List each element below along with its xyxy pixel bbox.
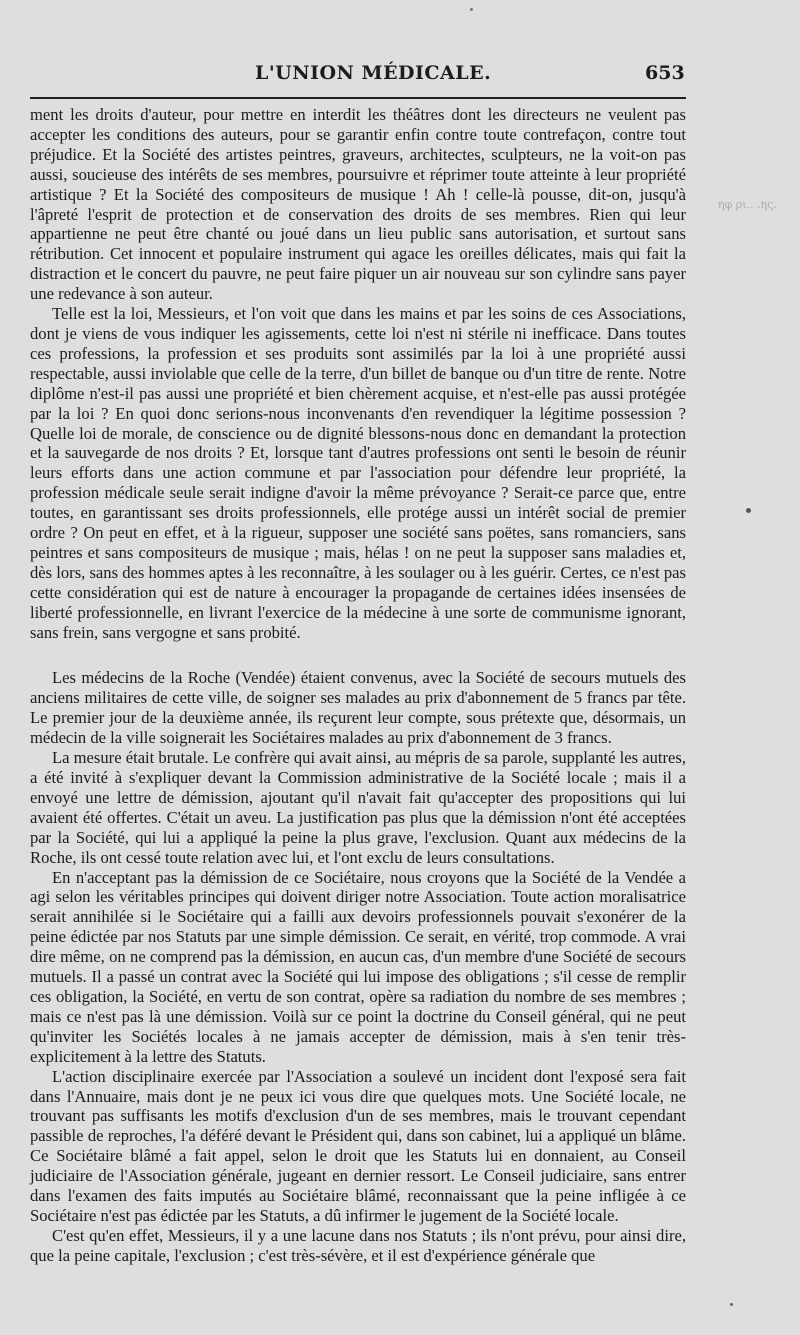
speck bbox=[470, 8, 473, 11]
paragraph: L'action disciplinaire exercée par l'Association a soulevé un incident dont l'exposé sera fait dans l'Annuaire, mais dont je ne peux ici vous dire que quelques mots. Une Société locale, ne trouvant pas suffisants les motifs d'exclusion d'un de ses membres, mais le trouvant cependant passible de reproches, l'a déféré devant le Président qui, dans son cabinet, lui a appliqué un blâme. Ce Sociétaire blâmé a fait appel, selon le droit que les Statuts lui en donnaient, au Conseil judiciaire de l'Association générale, jugeant en dernier ressort. Le Conseil judiciaire, sans entrer dans l'examen des faits imputés au Sociétaire blâmé, reconnaissant que la peine infligée à ce Sociétaire n'est pas édictée par les Statuts, a dû infirmer le jugement de la Société locale. bbox=[30, 1066, 686, 1225]
paragraph: La mesure était brutale. Le confrère qui avait ainsi, au mépris de sa parole, supplanté les autres, a été invité à s'expliquer devant la Commission administrative de la Société locale ; mais il a envoyé une lettre de démission, ajoutant qu'il n'avait fait qu'accepter des propositions qui lui avaient été offertes. C'était un aveu. La justification pas plus que la démission n'ont été acceptées par la Société, qui lui a appliqué la peine la plus grave, l'exclusion. Quant aux médecins de la Roche, ils ont cessé toute relation avec lui, et l'ont exclu de leurs consultations. bbox=[30, 748, 686, 867]
header-rule bbox=[30, 97, 686, 99]
running-title: L'UNION MÉDICALE. bbox=[255, 62, 492, 84]
margin-note: ηφ ρι.. .ης. bbox=[718, 198, 777, 211]
paragraph: En n'acceptant pas la démission de ce Sociétaire, nous croyons que la Société de la Vendée a agi selon les véritables principes qui doivent diriger notre Association. Toute action moralisatrice serait annihilée si le Sociétaire qui a failli aux devoirs professionnels pouvait s'exonérer de la peine édictée par nos Statuts par une simple démission. Ce serait, en vérité, trop commode. A vrai dire même, on ne comprend pas la démission, en aucun cas, d'un membre d'une Société de secours mutuels. Il a passé un contrat avec la Société qui lui impose des obligations ; s'il cesse de remplir ces obligation, la Société, en vertu de son contrat, opère sa radiation du nombre de ses membres ; mais ce n'est pas là une démission. Voilà sur ce point la doctrine du Conseil général, qui ne peut qu'inviter les Sociétés locales à ne jamais accepter de démission, mais à s'en tenir très-explicitement à la lettre des Statuts. bbox=[30, 867, 686, 1066]
section-break bbox=[30, 642, 686, 668]
paragraph: Telle est la loi, Messieurs, et l'on voit que dans les mains et par les soins de ces Associations, dont je viens de vous indiquer les agissements, cette loi n'est ni stérile ni inefficace. Dans toutes ces professions, la profession et ses produits sont assimilés par la loi à une propriété aussi respectable, aussi inviolable que celle de la terre, d'un billet de banque ou d'un titre de rente. Notre diplôme n'est-il pas aussi une propriété et bien chèrement acquise, et n'est-elle pas aussi protégée par la loi ? En quoi donc serions-nous inconvenants d'en revendiquer la légitime possession ? Quelle loi de morale, de conscience ou de dignité blessons-nous donc en demandant la protection et la sauvegarde de nos droits ? Et, lorsque tant d'autres professions ont senti le besoin de réunir leurs efforts dans une action commune et par l'association pour défendre leur propriété, la profession médicale seule serait indigne d'avoir la même prévoyance ? Serait-ce parce que, entre toutes, en garantissant ses droits professionnels, elle protége aussi un intérêt social de premier ordre ? On peut en effet, et à la rigueur, supposer une société sans poëtes, sans romanciers, sans peintres et sans compositeurs de musique ; mais, hélas ! on ne peut la supposer sans maladies et, dès lors, sans des hommes aptes à les reconnaître, à les soulager ou à les guérir. Certes, ce n'est pas cette considération qui est de nature à encourager la propagande de certaines idées insensées de liberté professionnelle, en livrant l'exercice de la médecine à une sorte de communisme ignorant, sans frein, sans vergogne et sans probité. bbox=[30, 304, 686, 642]
body-text bbox=[30, 105, 686, 1266]
page-header bbox=[0, 58, 800, 88]
paragraph: ment les droits d'auteur, pour mettre en interdit les théâtres dont les directeurs ne veulent pas accepter les conditions des auteurs, pour se garantir enfin contre toute contrefaçon, contre tout préjudice. Et la Société des artistes peintres, graveurs, architectes, sculpteurs, ne la voit-on pas aussi, soucieuse des intérêts de ses membres, poursuivre et réprimer toute atteinte à leur propriété artistique ? Et la Société des compositeurs de musique ! Ah ! celle-là pousse, dit-on, jusqu'à l'âpreté l'esprit de protection et de conservation des droits de ses membres. Rien qui leur appartienne ne peut être chanté ou joué dans un lieu public sans autorisation, et surtout sans rétribution. Cet innocent et populaire instrument qui agace les oreilles délicates, mais qui fait la distraction et le concert du pauvre, ne peut faire piquer un air nouveau sur son cylindre sans payer une redevance à son auteur. bbox=[30, 105, 686, 304]
speck bbox=[746, 508, 751, 513]
page-number: 653 bbox=[645, 62, 685, 84]
paragraph: Les médecins de la Roche (Vendée) étaient convenus, avec la Société de secours mutuels des anciens militaires de cette ville, de soigner ses malades au prix d'abonnement de 5 francs par tête. Le premier jour de la deuxième année, ils reçurent leur compte, sous prétexte que, désormais, un médecin de la ville soignerait les Sociétaires malades au prix d'abonnement de 3 francs. bbox=[30, 668, 686, 748]
paragraph: C'est qu'en effet, Messieurs, il y a une lacune dans nos Statuts ; ils n'ont prévu, pour ainsi dire, que la peine capitale, l'exclusion ; c'est très-sévère, et il est d'expérience générale que bbox=[30, 1225, 686, 1265]
speck bbox=[730, 1303, 733, 1306]
